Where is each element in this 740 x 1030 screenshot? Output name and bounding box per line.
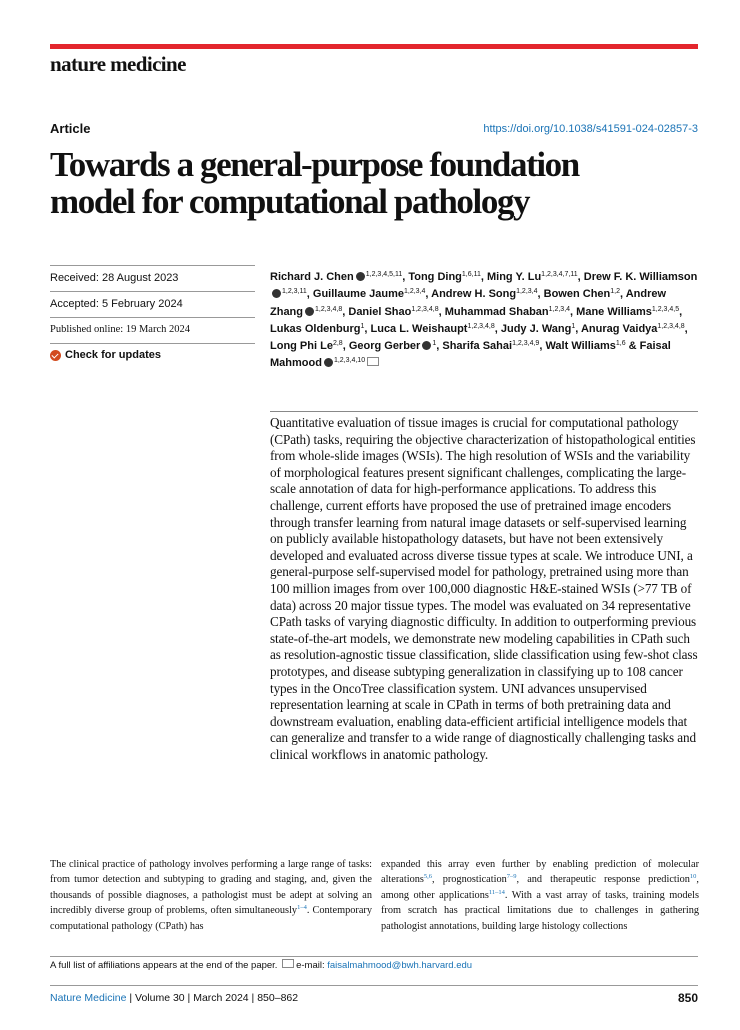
citation-link[interactable]: 10 xyxy=(689,873,697,881)
footer-journal-link[interactable]: Nature Medicine xyxy=(50,992,127,1004)
author-name[interactable]: Walt Williams xyxy=(545,340,616,353)
title-line-1: Towards a general-purpose foundation xyxy=(50,145,579,184)
author-separator: , xyxy=(306,288,313,301)
author-name[interactable]: Faisal Mahmood xyxy=(270,340,671,370)
author-separator: , xyxy=(342,305,349,318)
author-affiliations: 1,2,3,4,8 xyxy=(467,322,495,330)
body-column-left: The clinical practice of pathology involves performing a large range of tasks: from tumor detection and subtyping to grading and staging, and, given the thousands of possible diagnoses, a pathologist must be adept at solving an incredibly diverse group of problems, often simultaneously$^{1-4}$. Contemporary computational pathology (CPath) has xyxy=(50,859,372,932)
meta-divider-3 xyxy=(50,343,255,344)
author-affiliations: 1,2,3,11 xyxy=(282,288,307,296)
author-separator: , xyxy=(679,305,683,318)
author-separator: , xyxy=(438,305,445,318)
author-name[interactable]: Muhammad Shaban xyxy=(444,305,549,318)
meta-divider-top xyxy=(50,265,255,266)
author-separator: , xyxy=(436,340,443,353)
doi-link[interactable]: https://doi.org/10.1038/s41591-024-02857-3 xyxy=(483,123,698,135)
orcid-icon[interactable] xyxy=(422,341,431,350)
journal-logo: nature medicine xyxy=(50,52,186,76)
author-affiliations: 1,2 xyxy=(610,288,620,296)
author-affiliations: 1,2,3,4,8 xyxy=(315,305,343,313)
accepted-date: Accepted: 5 February 2024 xyxy=(50,298,183,310)
author-affiliations: 2,8 xyxy=(332,340,343,348)
author-separator: , xyxy=(684,322,688,335)
author-name[interactable]: Ming Y. Lu xyxy=(486,271,542,283)
author-name[interactable]: Andrew H. Song xyxy=(431,288,517,301)
meta-divider-2 xyxy=(50,317,255,318)
author-separator: , xyxy=(494,322,501,335)
article-type: Article xyxy=(50,121,91,136)
email-icon[interactable] xyxy=(367,357,379,366)
author-affiliations: 1 xyxy=(571,322,576,330)
title-line-2: model for computational pathology xyxy=(50,182,530,221)
author-name[interactable]: Luca L. Weishaupt xyxy=(370,322,468,335)
author-separator: , xyxy=(342,340,349,353)
author-separator: , xyxy=(620,288,626,301)
footer-citation: Nature Medicine | Volume 30 | March 2024 | 850–862 xyxy=(50,992,299,1004)
author-affiliations: 1,2,3,4,7,11 xyxy=(541,271,578,278)
author-separator: & xyxy=(625,340,640,353)
author-separator: , xyxy=(480,271,487,283)
author-affiliations: 1,2,3,4 xyxy=(404,288,426,296)
author-affiliations: 1,2,3,4,5 xyxy=(651,305,680,313)
author-separator: , xyxy=(577,271,584,283)
citation-link[interactable]: 7–9 xyxy=(506,873,517,881)
email-icon xyxy=(282,959,294,968)
meta-divider-1 xyxy=(50,291,255,292)
author-name[interactable]: Sharifa Sahai xyxy=(442,340,513,353)
check-for-updates-button[interactable]: Check for updates xyxy=(50,349,255,361)
author-name[interactable]: Andrew Zhang xyxy=(270,288,667,318)
author-separator: , xyxy=(364,322,371,335)
citation-link[interactable]: 5,6 xyxy=(423,873,433,881)
author-name[interactable]: Richard J. Chen xyxy=(270,271,354,283)
orcid-icon[interactable] xyxy=(305,307,314,316)
author-list xyxy=(270,269,700,373)
citation-link[interactable]: 1–4 xyxy=(297,904,307,912)
author-name[interactable]: Mane Williams xyxy=(576,305,652,318)
author-affiliations: 1,6 xyxy=(615,340,626,348)
author-affiliations: 1,2,3,4 xyxy=(516,288,538,296)
author-name[interactable]: Long Phi Le xyxy=(270,340,333,353)
author-name[interactable]: Drew F. K. Williamson xyxy=(583,271,698,283)
author-separator: , xyxy=(425,288,432,301)
author-affiliations: 1,2,3,4,9 xyxy=(512,340,540,348)
footnote-divider xyxy=(50,956,698,957)
author-name[interactable]: Guillaume Jaume xyxy=(312,288,404,301)
author-name[interactable]: Lukas Oldenburg xyxy=(270,322,361,335)
footnote: A full list of affiliations appears at the end of the paper. e-mail: faisalmahmood@bwh.harvard.edu xyxy=(50,960,473,971)
author-affiliations: 1,2,3,4,8 xyxy=(657,322,685,330)
author-separator: , xyxy=(402,271,409,283)
check-updates-icon xyxy=(50,350,61,361)
abstract: Quantitative evaluation of tissue images is crucial for computational pathology (CPath) tasks, requiring the objective characterization of histopathological entities from whole-slide images (WSIs). The high resolution of WSIs and the variability of morphological features present significant challenges, complicating the large-scale annotation of data for high-performance applications. To address this challenge, current efforts have proposed the use of pretrained image encoders through transfer learning from natural image datasets or self-supervised learning on publicly available histopathology datasets, but have not been extensively developed and evaluated across diverse tissue types at scale. We introduce UNI, a general-purpose self-supervised model for pathology, pretrained using more than 100 million images from over 100,000 diagnostic H&E-stained WSIs (>77 TB of data) across 20 major tissue types. The model was evaluated on 34 representative CPath tasks of varying diagnostic difficulty. In addition to outperforming previous state-of-the-art models, we demonstrate new modeling capabilities in CPath such as resolution-agnostic tissue classification, slide classification using few-shot class prototypes, and disease subtyping generalization in classifying up to 108 cancer types in the OncoTree classification system. UNI advances unsupervised representation learning at scale in CPath in terms of both pretraining data and downstream evaluation, enabling data-efficient artificial intelligence models that can generalize and transfer to a wide range of diagnostically challenging tasks and clinical workflows in anatomic pathology. xyxy=(270,415,698,762)
author-separator: , xyxy=(570,305,577,318)
email-link[interactable]: faisalmahmood@bwh.harvard.edu xyxy=(327,960,473,971)
published-date: Published online: 19 March 2024 xyxy=(50,324,190,335)
body-column-right: expanded this array even further by enabling prediction of molecular alterations$^{5,6}$, prognostication$^{7-9}$, and therapeutic response prediction$^{10}$, among other applications$^{11-14}$. With a vast array of tasks, training models from scratch has practical limitations due to challenges in gathering pathologist annotations, building large histology collections xyxy=(381,859,699,932)
author-name[interactable]: Bowen Chen xyxy=(543,288,611,301)
author-affiliations: 1,6,11 xyxy=(461,271,481,278)
orcid-icon[interactable] xyxy=(324,358,333,367)
paper-title xyxy=(50,146,710,220)
author-separator: , xyxy=(575,322,581,335)
author-affiliations: 1 xyxy=(432,340,437,348)
author-affiliations: 1 xyxy=(360,322,365,330)
author-separator: , xyxy=(539,340,546,353)
author-affiliations: 1,2,3,4,8 xyxy=(411,305,439,313)
author-affiliations: 1,2,3,4,5,11 xyxy=(365,271,403,278)
author-affiliations: 1,2,3,4,10 xyxy=(333,357,366,365)
orcid-icon[interactable] xyxy=(356,272,365,281)
abstract-divider xyxy=(270,411,698,412)
page-number: 850 xyxy=(677,991,698,1005)
citation-link[interactable]: 11–14 xyxy=(488,888,505,896)
author-name[interactable]: Daniel Shao xyxy=(348,305,412,318)
author-name[interactable]: Anurag Vaidya xyxy=(580,322,658,335)
author-affiliations: 1,2,3,4 xyxy=(548,305,571,313)
author-name[interactable]: Georg Gerber xyxy=(348,340,421,353)
orcid-icon[interactable] xyxy=(272,289,281,298)
author-separator: , xyxy=(537,288,544,301)
header-red-bar xyxy=(50,44,698,49)
received-date: Received: 28 August 2023 xyxy=(50,272,179,284)
author-name[interactable]: Judy J. Wang xyxy=(500,322,572,335)
author-name[interactable]: Tong Ding xyxy=(408,271,462,283)
footer-divider xyxy=(50,985,698,986)
